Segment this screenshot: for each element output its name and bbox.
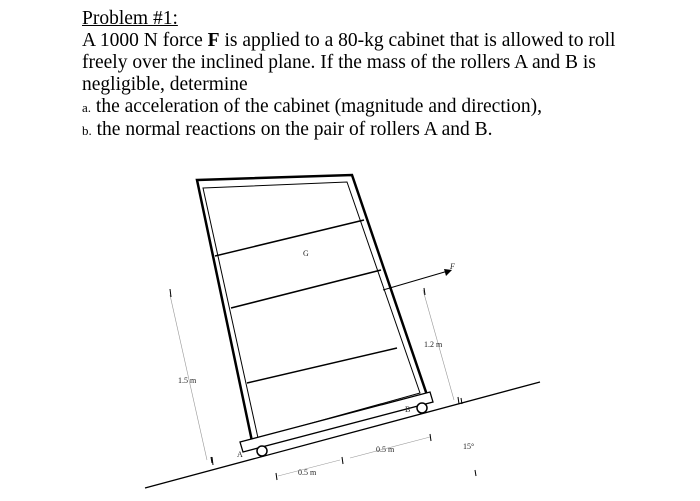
question-b: b. the normal reactions on the pair of rollers A and B. (82, 119, 493, 140)
roller-a (257, 446, 267, 456)
label-g: G (303, 249, 309, 258)
dim-tick-r1 (430, 434, 431, 441)
problem-line-1: A 1000 N force F is applied to a 80-kg cabinet that is allowed to roll (82, 30, 616, 51)
label-a: A (237, 450, 243, 459)
question-a: a. the acceleration of the cabinet (magnitude and direction), (82, 96, 543, 117)
dim-label-1-2: 1.2 m (424, 340, 443, 349)
problem-line-3: negligible, determine (82, 74, 248, 95)
dim-label-0-5-bottom: 0.5 m (298, 468, 317, 477)
dim-label-0-5-mid: 0.5 m (376, 445, 395, 454)
tick-angle-bottom (475, 470, 476, 476)
dim-tick-1-2b (458, 397, 459, 404)
label-f: F (450, 262, 455, 271)
shelf-2 (231, 270, 381, 308)
force-symbol: F (207, 30, 220, 51)
roller-b (417, 403, 427, 413)
angle-label: 15° (463, 442, 475, 451)
incline-surface (145, 382, 540, 488)
problem-line-2: freely over the inclined plane. If the mass of the rollers A and B is (82, 52, 596, 73)
dim-tick-l2 (342, 457, 343, 464)
shelf-3 (247, 348, 397, 383)
force-line (383, 271, 448, 290)
cabinet-base (240, 392, 433, 452)
label-b: B (405, 405, 411, 414)
dim-tick-l1 (276, 473, 277, 480)
shelf-1 (215, 220, 364, 256)
cabinet-inner-frame (203, 182, 420, 438)
problem-title: Problem #1: (82, 8, 178, 29)
dim-label-1-5: 1.5 m (178, 376, 197, 385)
